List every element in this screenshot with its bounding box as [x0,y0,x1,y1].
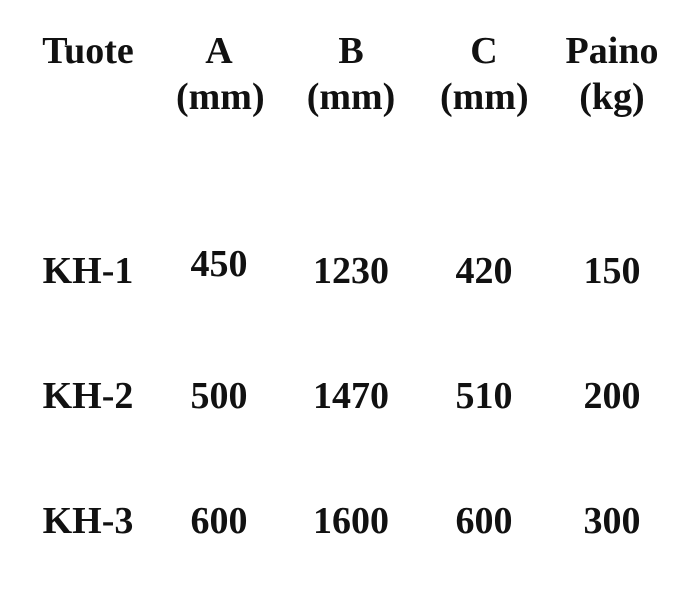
cell-product: KH-3 [42,500,134,542]
cell-b-mm: 1230 [313,250,389,292]
column-header-tuote [0,28,176,120]
cell-paino-kg: 300 [583,500,641,542]
cell-a-mm: 450 [190,243,248,285]
cell-paino-kg: 200 [583,375,641,417]
column-unit: (mm) [176,76,265,118]
column-title: B [338,30,364,72]
cell-c-mm: 510 [455,375,513,417]
column-header-c [440,28,528,120]
cell-a-mm: 500 [190,375,248,417]
cell-product: KH-1 [42,250,134,292]
cell-product: KH-2 [42,375,134,417]
column-unit: (mm) [440,76,529,118]
column-header-paino [528,28,696,120]
column-unit: (kg) [579,76,645,118]
column-title: A [205,30,233,72]
cell-b-mm: 1470 [313,375,389,417]
table-row-kh3 [0,498,696,544]
table-row-kh1 [0,243,696,294]
column-title: C [470,30,498,72]
column-title: Tuote [42,30,134,72]
column-header-b [262,28,440,120]
cell-paino-kg: 150 [583,250,641,292]
column-unit: (mm) [306,76,396,118]
cell-c-mm: 420 [455,250,513,292]
column-title: Paino [565,30,659,72]
column-header-a [176,28,265,120]
table-header-row [0,28,696,120]
cell-c-mm: 600 [455,500,513,542]
cell-b-mm: 1600 [313,500,389,542]
table-row-kh2 [0,373,696,419]
cell-a-mm: 600 [190,500,248,542]
